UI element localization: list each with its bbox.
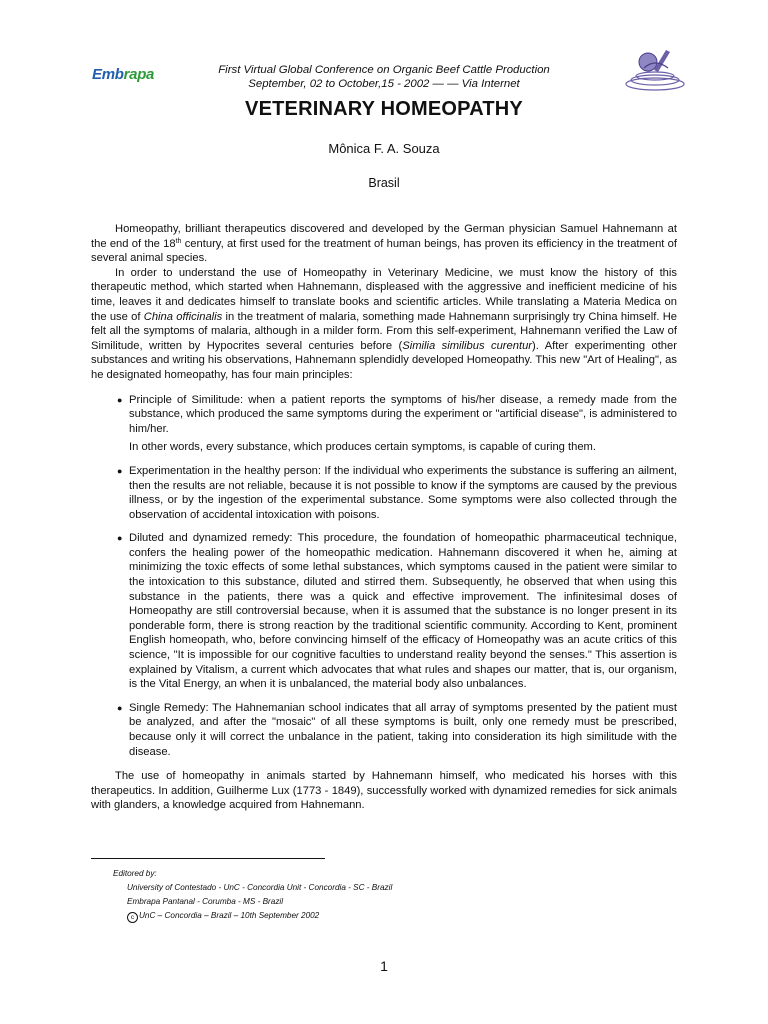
- author-country: Brasil: [368, 176, 400, 190]
- intro-paragraph-1: Homeopathy, brilliant therapeutics discovered and developed by the German physician Samuel Hahnemann at the end of the 18th century, at first used for the treatment of human beings, has proven its efficiency in the treatment of several animal species.: [91, 223, 677, 265]
- list-item: ● Principle of Similitude: when a patient reports the symptoms of his/her disease, a remedy made from the substance, which produced the same symptoms during the experiment or "artificial disease", is administered to him/her. In other words, every substance, which produces certain symptoms, is capable of curing them.: [117, 393, 677, 454]
- conference-logo-icon: [624, 46, 686, 92]
- bullet-icon: ●: [117, 394, 123, 405]
- footnote-line: Embrapa Pantanal - Corumba - MS - Brazil: [127, 897, 284, 906]
- closing-paragraph: The use of homeopathy in animals started by Hahnemann himself, who medicated his horses with this therapeutics. In addition, Guilherme Lux (1773 - 1849), successfully worked with dynamized remedies for sick animals with glanders, a knowledge acquired from Hahnemann.: [91, 770, 677, 812]
- embrapa-logo: Embrapa: [92, 66, 155, 83]
- intro-paragraph-2: In order to understand the use of Homeopathy in Veterinary Medicine, we must know the history of this therapeutic method, which started when Hahnemann, displeased with the aggressive and inefficient medicine of his time, leaves it and dedicates himself to translate books and scientific articles. While translating a Materia Medica on the use of China officinalis in the treatment of malaria, something made Hahnemann surprisingly try China himself. He felt all the symptoms of malaria, although in a milder form. From this self-experiment, Hahnemann verified the Law of Similitude, written by Hypocrites several centuries before (Similia similibus curentur). After experimenting other substances and writing his observations, Hahnemann splendidly developed Homeopathy. This new "Art of Healing", as he designated homeopathy, has four main principles:: [91, 266, 677, 381]
- page-number: 1: [380, 958, 388, 974]
- footnote-divider: [91, 858, 325, 859]
- footnote-line: c UnC – Concordia – Brazil – 10th September 2002: [113, 909, 392, 923]
- conference-title: First Virtual Global Conference on Organic Beef Cattle Production: [218, 64, 550, 76]
- list-item: ● Single Remedy: The Hahnemanian school indicates that all array of symptoms presented by the patient must be analyzed, and after the "mosaic" of all these symptoms is built, only one remedy must be prescribed, because only it will correct the unbalance in the patient, taking into consideration its high similitude with the disease.: [117, 701, 677, 758]
- author-name: Mônica F. A. Souza: [328, 141, 440, 156]
- footnote-line: University of Contestado - UnC - Concordia Unit - Concordia - SC - Brazil: [127, 883, 393, 892]
- paper-title: VETERINARY HOMEOPATHY: [245, 98, 523, 120]
- conference-dates: September, 02 to October,15 - 2002 — — Via Internet: [248, 78, 520, 90]
- footnote-label: Editored by:: [113, 869, 157, 878]
- paper-body: [91, 222, 677, 813]
- footnote: [113, 867, 392, 923]
- bullet-icon: ●: [117, 465, 123, 476]
- bullet-icon: ●: [117, 533, 123, 544]
- principles-list: [91, 393, 677, 760]
- list-item: ● Diluted and dynamized remedy: This procedure, the foundation of homeopathic pharmaceutical technique, confers the healing power of the homeopathic medication. Hahnemann discovered it when he, aiming at minimizing the toxic effects of some lethal substances, which symptoms caused in the patient were similar to the intoxication to this substance, diluted and stirred them. Subsequently, he observed that when using this substance in the patients, there was a quick and effective improvement. The infinitesimal doses of Homeopathy are still controversial because, when it is assumed that the substance is no longer present in its ponderable form, there is strong reaction by the traditional scientific community. According to Kent, prominent English homeopath, who, before convincing himself of the efficacy of Homeopathy was an acute critics of this science, "It is impossible for our cognitive faculties to understand reality beyond the senses." This assertion is explained by Vitalism, a current which advocates that what rules and shapes our matter, that is, our organism, is the Vital Energy, an when it is unbalanced, the material body also unbalances.: [117, 532, 677, 691]
- bullet-icon: ●: [117, 702, 123, 713]
- copyright-icon: c: [127, 912, 138, 923]
- list-item: ● Experimentation in the healthy person: If the individual who experiments the substance is suffering an ailment, then the results are not reliable, because it is not possible to know if the symptoms are caused by the previous illness, or by the ingestion of the experimental substance. Some symptoms were also collected through the observation of accidental intoxication with poisons.: [117, 464, 677, 521]
